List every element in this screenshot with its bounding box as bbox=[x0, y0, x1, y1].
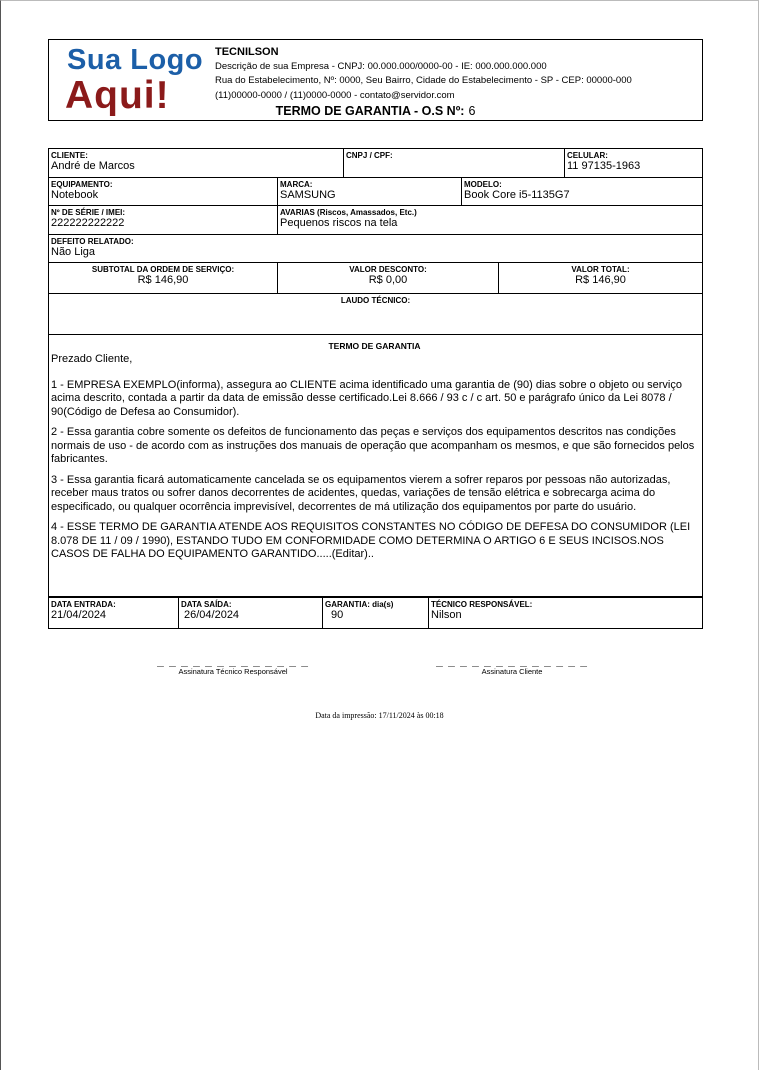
warranty-paragraph-4: 4 - ESSE TERMO DE GARANTIA ATENDE AOS REQUISITOS CONSTANTES NO CÓDIGO DE DEFESA DO CONSUMIDOR (LEI 8.078 DE 11 / 09 / 1990), ESTANDO TUDO EM CONFORMIDADE COMO DETERMINA O ARTIGO 6 E SEUS INCISOS.NOS CASOS DE FALHA DO EQUIPAMENTO GARANTIDO.....(Editar).. bbox=[51, 521, 691, 560]
saida-cell bbox=[179, 598, 323, 628]
saida-value: 26/04/2024 bbox=[184, 609, 240, 621]
warranty-greeting: Prezado Cliente, bbox=[51, 353, 133, 365]
document-title bbox=[49, 104, 702, 118]
client-row bbox=[49, 149, 702, 178]
company-info bbox=[215, 45, 632, 103]
defeito-label: DEFEITO RELATADO: bbox=[51, 237, 134, 246]
client-label: CLIENTE: bbox=[51, 151, 88, 160]
equipamento-label: EQUIPAMENTO: bbox=[51, 180, 113, 189]
defect-row bbox=[49, 235, 702, 263]
tecnico-label: TÉCNICO RESPONSÁVEL: bbox=[431, 600, 533, 609]
laudo-label: LAUDO TÉCNICO: bbox=[340, 296, 411, 305]
company-line-2: Rua do Estabelecimento, Nº: 0000, Seu Bairro, Cidade do Estabelecimento - SP - CEP: 00000-000 bbox=[215, 75, 632, 86]
avarias-cell bbox=[278, 206, 702, 234]
entrada-value: 21/04/2024 bbox=[51, 609, 107, 621]
logo-line-2: Aqui! bbox=[65, 74, 170, 117]
avarias-label: AVARIAS (Riscos, Amassados, Etc.) bbox=[280, 208, 417, 217]
celular-cell bbox=[565, 149, 702, 177]
signature-tecnico bbox=[133, 655, 333, 677]
tecnico-cell bbox=[429, 598, 702, 628]
values-row bbox=[49, 263, 702, 294]
tecnico-value: Nilson bbox=[431, 609, 462, 621]
warranty-paragraph-2: 2 - Essa garantia cobre somente os defeitos de funcionamento das peças e serviços dos equipamentos descritos nas condições normais de uso - de acordo com as instruções dos manuais de operação que acompanham os mesmos, e que são fornecidos pelos fabricantes. bbox=[51, 426, 695, 465]
equipamento-value: Notebook bbox=[51, 189, 99, 201]
celular-label: CELULAR: bbox=[567, 151, 608, 160]
company-line-3: (11)00000-0000 / (11)0000-0000 - contato@servidor.com bbox=[215, 89, 455, 101]
laudo-cell bbox=[49, 294, 702, 334]
entrada-label: DATA ENTRADA: bbox=[51, 600, 116, 609]
header bbox=[48, 39, 703, 121]
equipment-row bbox=[49, 178, 702, 206]
desconto-cell bbox=[278, 263, 499, 293]
desconto-label: VALOR DESCONTO: bbox=[349, 265, 427, 274]
company-line-1: Descrição de sua Empresa - CNPJ: 00.000.000/0000-00 - IE: 000.000.000.000 bbox=[215, 60, 547, 72]
dates-row bbox=[48, 597, 703, 629]
total-cell bbox=[499, 263, 702, 293]
signature-cliente bbox=[412, 655, 612, 677]
equipamento-cell bbox=[49, 178, 278, 205]
defeito-cell bbox=[49, 235, 702, 262]
subtotal-value: R$ 146,90 bbox=[137, 274, 189, 286]
warranty-terms bbox=[48, 335, 703, 597]
marca-cell bbox=[278, 178, 462, 205]
signature-cliente-line: _ _ _ _ _ _ _ _ _ _ _ _ _ bbox=[436, 654, 588, 668]
logo-line-1: Sua Logo bbox=[67, 44, 204, 76]
cnpj-label: CNPJ / CPF: bbox=[346, 151, 393, 160]
document-title-label: TERMO DE GARANTIA - O.S Nº: bbox=[275, 104, 465, 118]
defeito-value: Não Liga bbox=[51, 246, 96, 258]
desconto-value: R$ 0,00 bbox=[368, 274, 408, 286]
client-value: André de Marcos bbox=[51, 160, 135, 172]
warranty-paragraph-3: 3 - Essa garantia ficará automaticamente cancelada se os equipamentos vierem a sofrer reparos por pessoas não autorizadas, receber maus tratos ou sofrer danos decorrentes de acidentes, quedas, variações de tensão elétrica e sobrecarga acima do especificado, ou qualquer ocorrência imprevisível, decorrentes de má utilização dos equipamentos por parte do usuário. bbox=[51, 473, 671, 513]
garantia-cell bbox=[323, 598, 429, 628]
signature-cliente-caption: Assinatura Cliente bbox=[481, 667, 543, 676]
subtotal-label: SUBTOTAL DA ORDEM DE SERVIÇO: bbox=[91, 265, 235, 274]
order-details-grid bbox=[48, 148, 703, 335]
serie-value: 222222222222 bbox=[51, 217, 125, 229]
marca-value: SAMSUNG bbox=[280, 189, 336, 201]
print-date: Data da impressão: 17/11/2024 às 00:18 bbox=[315, 711, 444, 720]
signature-tecnico-line: _ _ _ _ _ _ _ _ _ _ _ _ _ bbox=[157, 654, 309, 668]
warranty-terms-title: TERMO DE GARANTIA bbox=[328, 341, 421, 351]
celular-value: 11 97135-1963 bbox=[567, 160, 641, 172]
marca-label: MARCA: bbox=[280, 180, 313, 189]
modelo-label: MODELO: bbox=[464, 180, 502, 189]
company-name: TECNILSON bbox=[215, 46, 279, 58]
total-value: R$ 146,90 bbox=[575, 274, 626, 286]
cnpj-cell bbox=[344, 149, 565, 177]
avarias-value: Pequenos riscos na tela bbox=[280, 217, 398, 229]
os-number: 6 bbox=[468, 104, 476, 118]
garantia-label: GARANTIA: dia(s) bbox=[325, 600, 394, 609]
total-label: VALOR TOTAL: bbox=[571, 265, 630, 274]
warranty-paragraph-1: 1 - EMPRESA EXEMPLO(informa), assegura ao CLIENTE acima identificado uma garantia de (90) dias sobre o objeto ou serviço acima descrito, contada a partir da data de emissão desse certificado.Lei 8.666 / 93 c / c art. 50 e parágrafo único da Lei 8078 / 90(Código de Defesa ao Consumidor). bbox=[51, 378, 682, 418]
modelo-cell bbox=[462, 178, 702, 205]
modelo-value: Book Core i5-1135G7 bbox=[464, 189, 570, 201]
subtotal-cell bbox=[49, 263, 278, 293]
entrada-cell bbox=[49, 598, 179, 628]
signature-tecnico-caption: Assinatura Técnico Responsável bbox=[178, 667, 288, 676]
saida-label: DATA SAÍDA: bbox=[181, 600, 232, 609]
serie-label: Nº DE SÉRIE / IMEI: bbox=[51, 208, 126, 217]
garantia-value: 90 bbox=[331, 609, 344, 621]
serial-row bbox=[49, 206, 702, 235]
laudo-row bbox=[49, 294, 702, 334]
serie-cell bbox=[49, 206, 278, 234]
client-cell bbox=[49, 149, 344, 177]
